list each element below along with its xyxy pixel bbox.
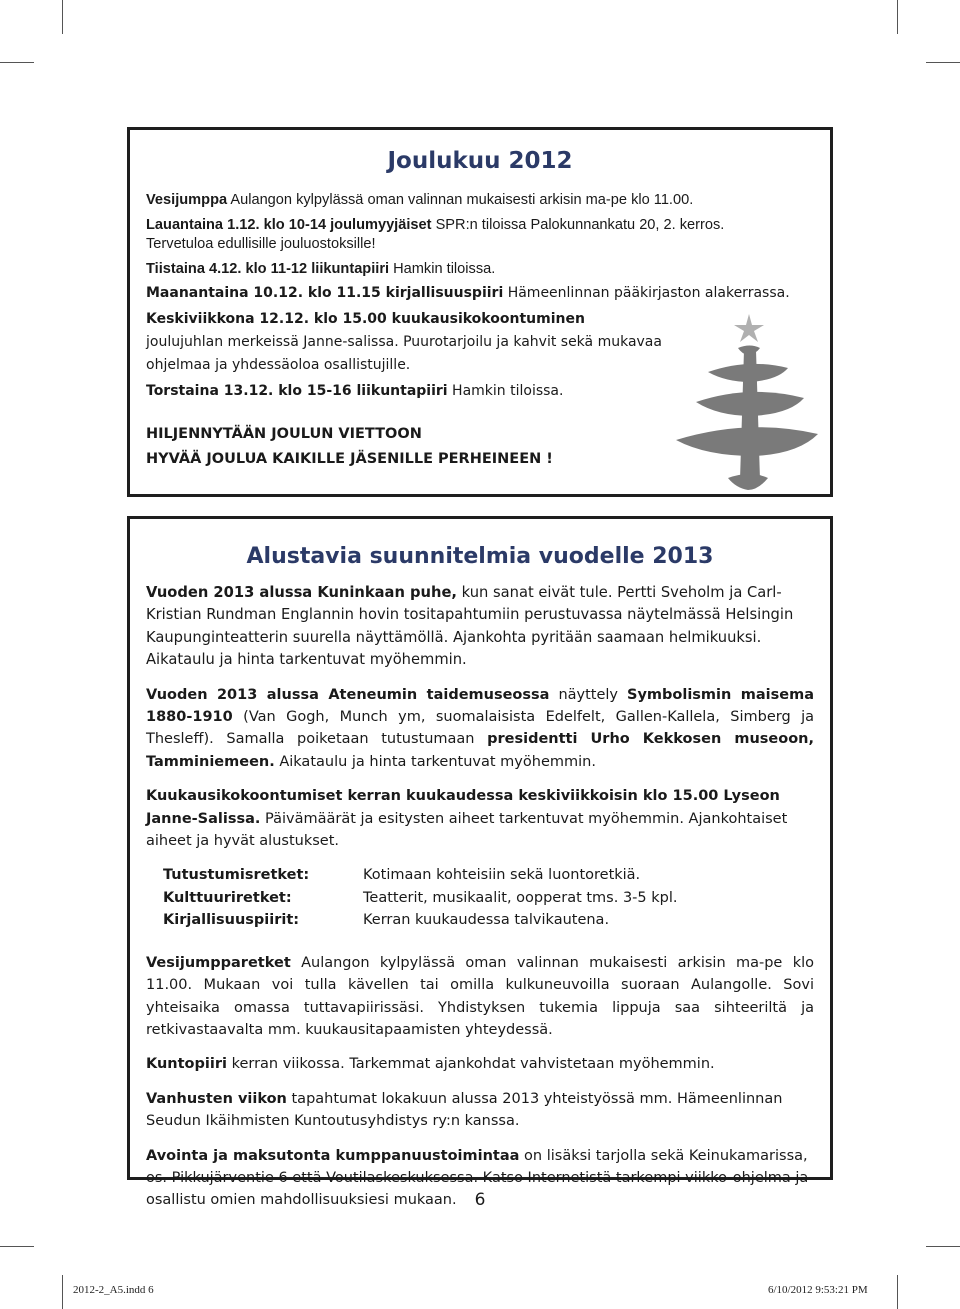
plan-paragraph: Vesijumpparetket Aulangon kylpylässä oman valinnan mukaisesti arkisin ma-pe klo 11.00. Mukaan voi tulla kävellen tai omilla kulkuneuvoilla suoraan Aulangolle. Sovi yhteisaika omassa tuttavapiirissäsi. Yhdistyksen tukemia lippuja saa sihteeriltä ja retkivastaavalta mm. kuukausitapaamisten yhteydessä. — [146, 954, 814, 1038]
crop-mark — [0, 62, 34, 63]
plan-paragraph: Avointa ja maksutonta kumppanuustoimintaa on lisäksi tarjolla sekä Keinukamarissa, os. Pikkujärventie 6 että Voutilaskeskuksessa. Katso Internetistä tarkempi viikko-ohjelma ja osallistu omien mahdollisuuksiesi mukaan. — [146, 1147, 809, 1209]
event-line: Tervetuloa edullisille jouluostoksille! — [146, 236, 376, 253]
crop-mark — [926, 62, 960, 63]
trip-label: Tutustumisretket: — [163, 867, 310, 884]
trip-label: Kirjallisuuspiirit: — [163, 912, 300, 929]
event-line-thursday: Torstaina 13.12. klo 15-16 liikuntapiiri Hamkin tiloissa. — [146, 382, 564, 399]
plan-paragraph: Vuoden 2013 alussa Ateneumin taidemuseossa näyttely Symbolismin maisema 1880-1910 (Van Gogh, Munch ym, suomalaisista Edelfelt, Gallen-Kallela, Simberg ja Thesleff). Samalla poiketaan tutustumaan presidentti Urho Kekkosen museoon, Tamminiemeen. Aikataulu ja hinta tarkentuvat myöhemmin. — [146, 686, 814, 770]
greeting: HYVÄÄ JOULUA KAIKILLE JÄSENILLE PERHEINEEN ! — [146, 451, 553, 468]
crop-mark — [0, 1246, 34, 1247]
event-line-wednesday: Keskiviikkona 12.12. klo 15.00 kuukausikokoontuminen joulujuhlan merkeissä Janne-salissa. Puurotarjoilu ja kahvit sekä mukavaa ohjelmaa ja yhdessäoloa osallistujille. — [146, 310, 662, 373]
footer-file: 2012-2_A5.indd 6 — [73, 1284, 154, 1296]
crop-mark — [62, 0, 63, 34]
crop-mark — [62, 1275, 63, 1309]
plans-box — [127, 516, 833, 1209]
trip-list — [146, 864, 814, 931]
plan-paragraph: Kuukausikokoontumiset kerran kuukaudessa keskiviikkoisin klo 15.00 Lyseon Janne-Salissa. Päivämäärät ja esitysten aiheet tarkentuvat myöhemmin. Ajankohtaiset aiheet ja hyvät alustukset. — [146, 788, 788, 850]
trip-label: Kulttuuriretket: — [163, 889, 292, 906]
footer-date: 6/10/2012 9:53:21 PM — [768, 1284, 868, 1296]
plan-paragraph: Vanhusten viikon tapahtumat lokakuun alussa 2013 yhteistyössä mm. Hämeenlinnan Seudun Ikäihmisten Kuntoutusyhdistys ry:n kanssa. — [146, 1090, 783, 1130]
event-line: Maanantaina 10.12. klo 11.15 kirjallisuuspiiri Hämeenlinnan pääkirjaston alakerrassa. — [146, 285, 790, 302]
trip-value: Teatterit, musikaalit, oopperat tms. 3-5 kpl. — [363, 889, 678, 906]
crop-mark — [897, 0, 898, 34]
plan-paragraph: Kuntopiiri kerran viikossa. Tarkemmat ajankohdat vahvistetaan myöhemmin. — [146, 1056, 715, 1073]
event-line: Vesijumppa Aulangon kylpylässä oman valinnan mukaisesti arkisin ma-pe klo 11.00. — [146, 192, 694, 208]
trip-value: Kerran kuukaudessa talvikautena. — [363, 912, 610, 929]
event-line: Lauantaina 1.12. klo 10-14 joulumyyjäiset SPR:n tiloissa Palokunnankatu 20, 2. kerros. — [146, 216, 725, 233]
plan-paragraph: Vuoden 2013 alussa Kuninkaan puhe, kun sanat eivät tule. Pertti Sveholm ja Carl-Kristian Rundman Englannin hovin tositapahtumiin perustuvassa näytelmässä Helsingin Kaupunginteatterin suurella näyttämöllä. Ajankohta pyritään saamaan helmikuuksi. Aikataulu ja hinta tarkentuvat myöhemmin. — [146, 584, 794, 669]
crop-mark — [897, 1275, 898, 1309]
event-line: Tiistaina 4.12. klo 11-12 liikuntapiiri Hamkin tiloissa. — [146, 260, 496, 277]
trip-value: Kotimaan kohteisiin sekä luontoretkiä. — [363, 867, 641, 884]
plans-title: Alustavia suunnitelmia vuodelle 2013 — [246, 544, 714, 569]
crop-mark — [926, 1246, 960, 1247]
december-title: Joulukuu 2012 — [387, 148, 573, 174]
greeting: HILJENNYTÄÄN JOULUN VIETTOON — [146, 425, 422, 442]
december-box — [127, 127, 833, 497]
christmas-tree-icon — [668, 310, 818, 495]
plans-content — [146, 582, 814, 1212]
page-number: 6 — [474, 1190, 486, 1210]
